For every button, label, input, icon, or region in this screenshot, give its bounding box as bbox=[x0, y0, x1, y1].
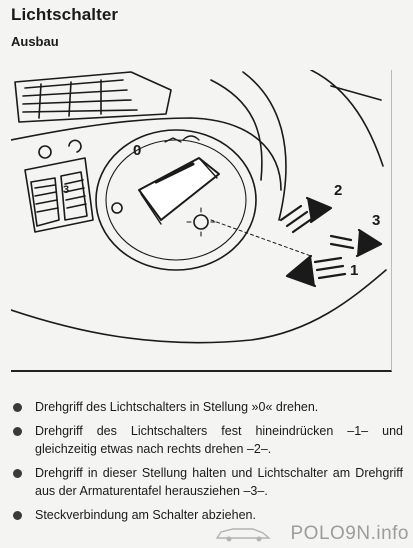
step-text: Drehgriff in dieser Stellung halten und Lichtschalter am Drehgriff aus der Armaturentafel herausziehen –3–. bbox=[35, 466, 403, 498]
step-text: Drehgriff des Lichtschalters fest hineindrücken –1– und gleichzeitig etwas nach rechts drehen –2–. bbox=[35, 424, 403, 456]
list-item bbox=[11, 464, 403, 500]
instruction-list bbox=[11, 398, 403, 530]
callout-3: 3 bbox=[372, 212, 381, 229]
arrow-2-rotate bbox=[281, 198, 331, 232]
dashboard-drawing bbox=[11, 70, 391, 370]
list-item bbox=[11, 422, 403, 458]
switch-position-0-label: 0 bbox=[133, 142, 142, 159]
light-switch-illustration bbox=[11, 70, 392, 372]
callout-1: 1 bbox=[350, 262, 359, 279]
arrow-3-pull bbox=[331, 230, 381, 256]
list-item bbox=[11, 398, 403, 416]
air-vent-drawing bbox=[15, 72, 171, 122]
page-title: Lichtschalter bbox=[11, 5, 119, 24]
watermark: POLO9N.info bbox=[290, 523, 409, 544]
callout-2: 2 bbox=[334, 182, 343, 199]
bullet-icon bbox=[13, 511, 22, 520]
step-text: Drehgriff des Lichtschalters in Stellung »0« drehen. bbox=[35, 400, 319, 414]
bullet-icon bbox=[13, 469, 22, 478]
arrow-1-push bbox=[287, 256, 345, 286]
thumbwheel-module-drawing bbox=[25, 140, 93, 232]
car-icon bbox=[213, 524, 273, 542]
step-text: Steckverbindung am Schalter abziehen. bbox=[35, 508, 256, 522]
bullet-icon bbox=[13, 427, 22, 436]
bullet-icon bbox=[13, 403, 22, 412]
page-subtitle: Ausbau bbox=[11, 34, 59, 49]
light-switch-bezel-drawing bbox=[96, 130, 256, 270]
list-item bbox=[11, 506, 403, 524]
thumbwheel-number-label: 3 bbox=[63, 184, 70, 196]
